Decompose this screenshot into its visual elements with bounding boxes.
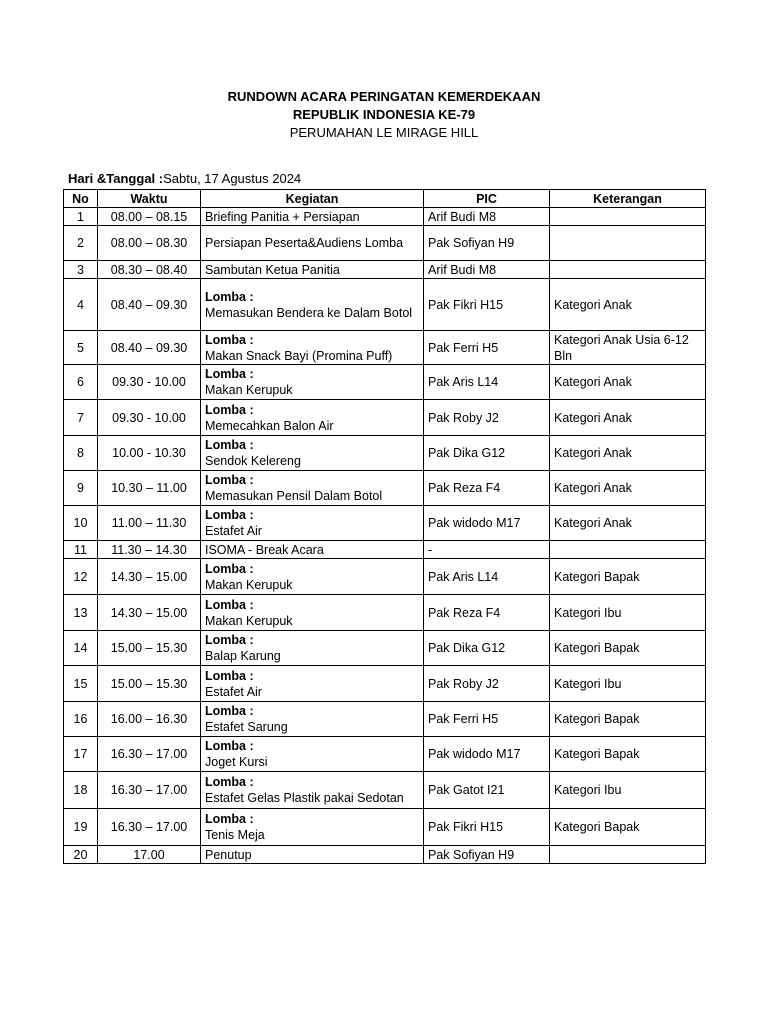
row-pic: Pak Reza F4 [424,471,550,506]
lomba-label: Lomba : [205,812,254,826]
activity-text: Balap Karung [205,649,281,663]
activity-text: Sambutan Ketua Panitia [205,262,340,277]
row-activity [201,365,424,400]
row-time: 15.00 – 15.30 [98,631,201,666]
column-header-kegiatan: Kegiatan [201,190,424,208]
activity-text: Briefing Panitia + Persiapan [205,209,360,224]
row-activity [201,400,424,436]
activity-text: Memecahkan Balon Air [205,418,334,433]
table-row [64,702,706,737]
row-activity [201,666,424,702]
row-pic: Pak widodo M17 [424,737,550,772]
row-number: 15 [64,666,98,702]
column-header-no: No [64,190,98,208]
row-note: Kategori Bapak [550,809,706,846]
row-note: Kategori Ibu [550,772,706,809]
document-header [0,88,768,142]
table-header-row [64,190,706,208]
row-time: 10.00 - 10.30 [98,436,201,471]
row-number: 19 [64,809,98,846]
table-row [64,846,706,864]
date-line [68,171,301,187]
table-row [64,365,706,400]
row-pic: Pak widodo M17 [424,506,550,541]
row-number: 14 [64,631,98,666]
lomba-label: Lomba : [205,561,254,576]
row-note: Kategori Anak [550,400,706,436]
row-pic: Pak Roby J2 [424,400,550,436]
row-note: Kategori Ibu [550,666,706,702]
row-number: 1 [64,208,98,226]
row-activity [201,559,424,595]
row-time: 16.00 – 16.30 [98,702,201,737]
row-time: 09.30 - 10.00 [98,400,201,436]
row-pic: Pak Ferri H5 [424,331,550,365]
row-pic: Pak Gatot I21 [424,772,550,809]
table-row [64,471,706,506]
table-row [64,261,706,279]
row-time: 17.00 [98,846,201,864]
row-time: 08.00 – 08.30 [98,226,201,261]
row-note: Kategori Ibu [550,595,706,631]
lomba-label: Lomba : [205,473,254,487]
lomba-label: Lomba : [205,508,254,522]
activity-text: Makan Snack Bayi (Promina Puff) [205,348,393,363]
activity-text: ISOMA - Break Acara [205,542,324,557]
row-pic: Pak Roby J2 [424,666,550,702]
row-activity [201,436,424,471]
row-number: 18 [64,772,98,809]
date-value: Sabtu, 17 Agustus 2024 [163,171,302,186]
activity-text: Estafet Gelas Plastik pakai Sedotan [205,791,404,805]
activity-text: Memasukan Pensil Dalam Botol [205,489,383,503]
row-activity [201,331,424,365]
table-row [64,436,706,471]
row-note [550,846,706,864]
row-pic: Pak Sofiyan H9 [424,846,550,864]
row-time: 08.40 – 09.30 [98,331,201,365]
table-row [64,226,706,261]
lomba-label: Lomba : [205,775,254,789]
activity-text: Penutup [205,847,252,862]
row-number: 17 [64,737,98,772]
table-row [64,208,706,226]
row-time: 10.30 – 11.00 [98,471,201,506]
table-row [64,772,706,809]
table-row [64,559,706,595]
row-number: 16 [64,702,98,737]
activity-text: Persiapan Peserta&Audiens Lomba [205,236,404,250]
row-activity [201,261,424,279]
row-pic: Pak Dika G12 [424,436,550,471]
activity-text: Makan Kerupuk [205,577,293,592]
lomba-label: Lomba : [205,739,254,753]
row-activity [201,208,424,226]
row-time: 11.30 – 14.30 [98,541,201,559]
row-time: 16.30 – 17.00 [98,737,201,772]
row-activity [201,595,424,631]
lomba-label: Lomba : [205,438,254,452]
row-number: 12 [64,559,98,595]
row-note [550,261,706,279]
row-note: Kategori Anak [550,365,706,400]
row-time: 08.00 – 08.15 [98,208,201,226]
row-activity [201,772,424,809]
title-line-2: REPUBLIK INDONESIA KE-79 [292,107,476,122]
row-pic: Pak Sofiyan H9 [424,226,550,261]
row-time: 08.40 – 09.30 [98,279,201,331]
table-row [64,631,706,666]
row-number: 11 [64,541,98,559]
row-note: Kategori Bapak [550,737,706,772]
activity-text: Memasukan Bendera ke Dalam Botol [205,305,413,320]
table-row [64,541,706,559]
column-header-pic: PIC [424,190,550,208]
row-note: Kategori Anak Usia 6-12 Bln [550,331,706,365]
row-number: 9 [64,471,98,506]
table-row [64,737,706,772]
row-note [550,226,706,261]
row-pic: Pak Fikri H15 [424,809,550,846]
row-activity [201,279,424,331]
table-row [64,506,706,541]
row-time: 09.30 - 10.00 [98,365,201,400]
table-row [64,400,706,436]
table-row [64,595,706,631]
row-activity [201,506,424,541]
row-time: 14.30 – 15.00 [98,559,201,595]
activity-text: Tenis Meja [205,828,265,842]
row-note: Kategori Anak [550,471,706,506]
column-header-waktu: Waktu [98,190,201,208]
column-header-keterangan: Keterangan [550,190,706,208]
activity-text: Estafet Air [205,524,262,538]
row-number: 7 [64,400,98,436]
row-note [550,541,706,559]
row-note [550,208,706,226]
row-note: Kategori Anak [550,506,706,541]
row-pic: Arif Budi M8 [424,208,550,226]
row-activity [201,702,424,737]
activity-text: Makan Kerupuk [205,613,293,628]
date-label: Hari &Tanggal : [68,171,164,186]
row-activity [201,631,424,666]
lomba-label: Lomba : [205,289,254,304]
lomba-label: Lomba : [205,597,254,612]
row-number: 4 [64,279,98,331]
lomba-label: Lomba : [205,704,254,718]
row-pic: Pak Ferri H5 [424,702,550,737]
lomba-label: Lomba : [205,633,254,647]
row-time: 08.30 – 08.40 [98,261,201,279]
row-note: Kategori Bapak [550,559,706,595]
activity-text: Estafet Sarung [205,720,288,734]
row-note: Kategori Bapak [550,702,706,737]
activity-text: Sendok Kelereng [205,454,301,468]
row-number: 20 [64,846,98,864]
row-note: Kategori Anak [550,436,706,471]
activity-text: Estafet Air [205,684,262,699]
lomba-label: Lomba : [205,402,254,417]
row-pic: Pak Dika G12 [424,631,550,666]
rundown-table [63,189,706,864]
row-note: Kategori Anak [550,279,706,331]
row-time: 16.30 – 17.00 [98,772,201,809]
row-pic: Arif Budi M8 [424,261,550,279]
row-time: 16.30 – 17.00 [98,809,201,846]
row-time: 11.00 – 11.30 [98,506,201,541]
subtitle: PERUMAHAN LE MIRAGE HILL [289,125,479,140]
activity-text: Joget Kursi [205,755,268,769]
activity-text: Makan Kerupuk [205,383,293,397]
row-pic: Pak Fikri H15 [424,279,550,331]
row-activity [201,846,424,864]
row-activity [201,809,424,846]
table-row [64,666,706,702]
row-number: 10 [64,506,98,541]
lomba-label: Lomba : [205,332,254,347]
row-number: 8 [64,436,98,471]
table-row [64,331,706,365]
row-activity [201,471,424,506]
table-row [64,809,706,846]
row-activity [201,226,424,261]
row-pic: Pak Reza F4 [424,595,550,631]
row-activity [201,737,424,772]
row-activity [201,541,424,559]
row-time: 15.00 – 15.30 [98,666,201,702]
lomba-label: Lomba : [205,367,254,381]
title-line-1: RUNDOWN ACARA PERINGATAN KEMERDEKAAN [227,89,541,104]
row-pic: Pak Aris L14 [424,365,550,400]
row-pic: - [424,541,550,559]
row-note: Kategori Bapak [550,631,706,666]
table-row [64,279,706,331]
row-number: 5 [64,331,98,365]
lomba-label: Lomba : [205,668,254,683]
row-pic: Pak Aris L14 [424,559,550,595]
row-number: 13 [64,595,98,631]
row-number: 2 [64,226,98,261]
row-time: 14.30 – 15.00 [98,595,201,631]
row-number: 6 [64,365,98,400]
row-number: 3 [64,261,98,279]
